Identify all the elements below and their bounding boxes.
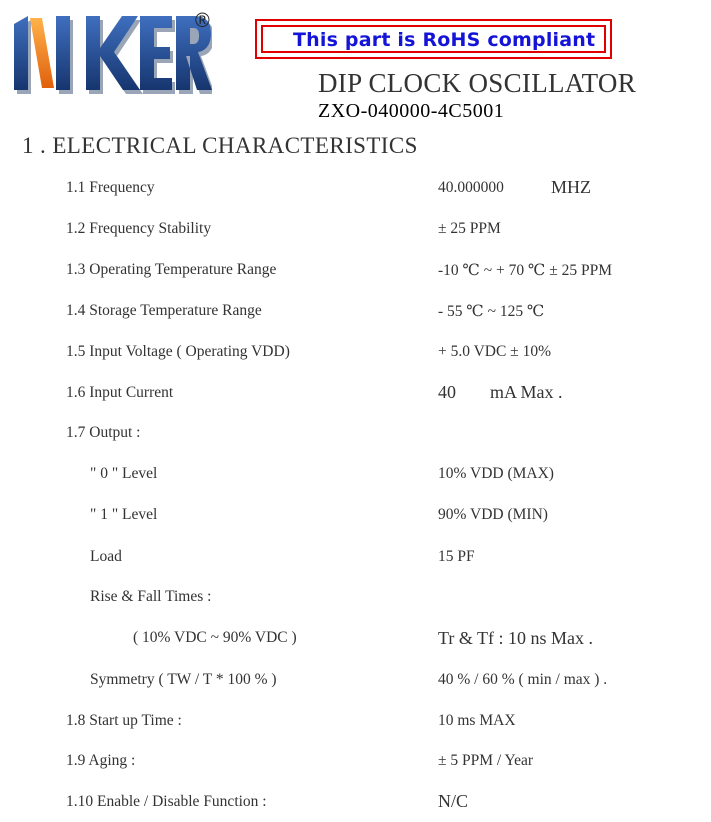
spec-label: 1.1 Frequency [66,179,155,196]
spec-value: + 5.0 VDC ± 10% [438,343,551,360]
spec-label: " 0 " Level [90,465,158,482]
registered-mark: ® [195,10,210,32]
spec-row-aging [0,752,711,776]
spec-label: 1.2 Frequency Stability [66,220,212,237]
company-logo [12,14,212,94]
document-title: DIP CLOCK OSCILLATOR [318,68,637,98]
spec-value: - 55 ℃ ~ 125 ℃ [438,303,545,320]
part-number: ZXO-040000-4C5001 [318,100,505,122]
spec-label: 1.3 Operating Temperature Range [66,261,277,278]
rohs-notice-box [255,19,612,59]
spec-row-frequency-stability [0,220,711,244]
spec-row-operating-temperature [0,261,711,285]
spec-row-rise-fall-range [0,629,711,653]
spec-label: 1.6 Input Current [66,384,174,401]
spec-unit: MHZ [551,177,591,197]
spec-row-load [0,548,711,572]
spec-label: ( 10% VDC ~ 90% VDC ) [133,629,297,646]
spec-label: Symmetry ( TW / T * 100 % ) [90,671,277,688]
spec-row-enable-disable [0,793,711,817]
spec-value: 40.000000 [438,179,504,196]
spec-value: 10 ms MAX [438,712,516,729]
spec-row-level-1 [0,506,711,530]
spec-value: -10 ℃ ~ + 70 ℃ ± 25 PPM [438,262,612,279]
spec-label: 1.7 Output : [66,424,141,441]
spec-label: Load [90,548,122,565]
spec-label: 1.9 Aging : [66,752,136,769]
spec-label: 1.8 Start up Time : [66,712,182,729]
spec-label: 1.4 Storage Temperature Range [66,302,262,319]
spec-row-rise-fall [0,588,711,612]
spec-row-output [0,424,711,448]
spec-row-frequency [0,179,711,203]
spec-label: Rise & Fall Times : [90,588,212,605]
spec-row-storage-temperature [0,302,711,326]
spec-value: ± 5 PPM / Year [438,752,534,769]
spec-label: 1.10 Enable / Disable Function : [66,793,267,810]
spec-unit: mA Max . [490,382,563,402]
spec-row-symmetry [0,671,711,695]
spec-value: 15 PF [438,548,475,565]
spec-value: Tr & Tf : 10 ns Max . [438,628,594,648]
spec-row-input-current [0,384,711,408]
spec-row-input-voltage [0,343,711,367]
spec-row-start-up-time [0,712,711,736]
rohs-notice-text: This part is RoHS compliant [293,29,596,51]
spec-value: 90% VDD (MIN) [438,506,548,523]
spec-label: 1.5 Input Voltage ( Operating VDD) [66,343,290,360]
spec-value: N/C [438,791,469,811]
spec-value: 40 [438,382,456,402]
spec-value: 40 % / 60 % ( min / max ) . [438,671,608,688]
spec-value: ± 25 PPM [438,220,501,237]
spec-value: 10% VDD (MAX) [438,465,554,482]
spec-label: " 1 " Level [90,506,158,523]
spec-row-level-0 [0,465,711,489]
section-heading: 1 . ELECTRICAL CHARACTERISTICS [22,133,418,158]
